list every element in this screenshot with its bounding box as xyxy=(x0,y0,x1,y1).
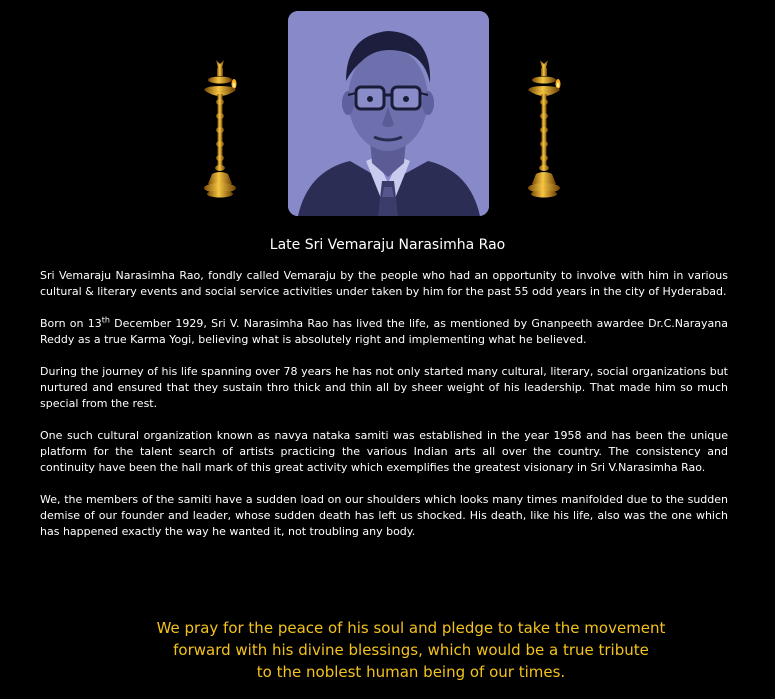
tribute-line: We pray for the peace of his soul and pledge to take the movement xyxy=(156,619,666,637)
paragraph-birth xyxy=(40,316,728,348)
tribute-pledge xyxy=(0,617,775,683)
paragraph-members: We, the members of the samiti have a sudden load on our shoulders which looks many times manifolded due to the sudden demise of our founder and leader, whose sudden death has left us shocked. His death, like his life, also was the one which has happened exactly the way he wanted it, not troubling any body. xyxy=(40,493,728,538)
paragraph-journey: During the journey of his life spanning over 78 years he has not only started many cultural, literary, social organizations but nurtured and ensured that they sustain thro thick and thin all by sheer weight of his leadership. That made him so much special from the rest. xyxy=(40,365,728,410)
oil-lamp-icon xyxy=(522,58,566,198)
paragraph-samiti: One such cultural organization known as navya nataka samiti was established in the year 1958 and has been the unique platform for the talent search of artists practicing the various Indian arts all over the country. The consistency and continuity have been the hall mark of this great activity which exemplifies the greatest visionary in Sri V.Narasimha Rao. xyxy=(40,429,728,474)
paragraph-birth-rest: December 1929, Sri V. Narasimha Rao has lived the life, as mentioned by Gnanpeeth awardee Dr.C.Narayana Reddy as a true Karma Yogi, believing what is absolutely right and implementing what he believed. xyxy=(40,317,728,346)
paragraph-birth-start: Born on 13 xyxy=(40,317,102,330)
tribute-line: to the noblest human being of our times. xyxy=(256,663,566,681)
paragraph-intro: Sri Vemaraju Narasimha Rao, fondly called Vemaraju by the people who had an opportunity to involve with him in various cultural & literary events and social service activities under taken by him for the past 55 odd years in the city of Hyderabad. xyxy=(40,269,728,298)
tribute-body xyxy=(40,268,728,556)
portrait-image xyxy=(288,11,489,216)
ordinal-suffix: th xyxy=(101,315,110,325)
page-title: Late Sri Vemaraju Narasimha Rao xyxy=(269,237,506,253)
tribute-line: forward with his divine blessings, which would be a true tribute xyxy=(173,641,649,659)
oil-lamp-icon xyxy=(198,58,242,198)
header-images xyxy=(0,0,775,230)
